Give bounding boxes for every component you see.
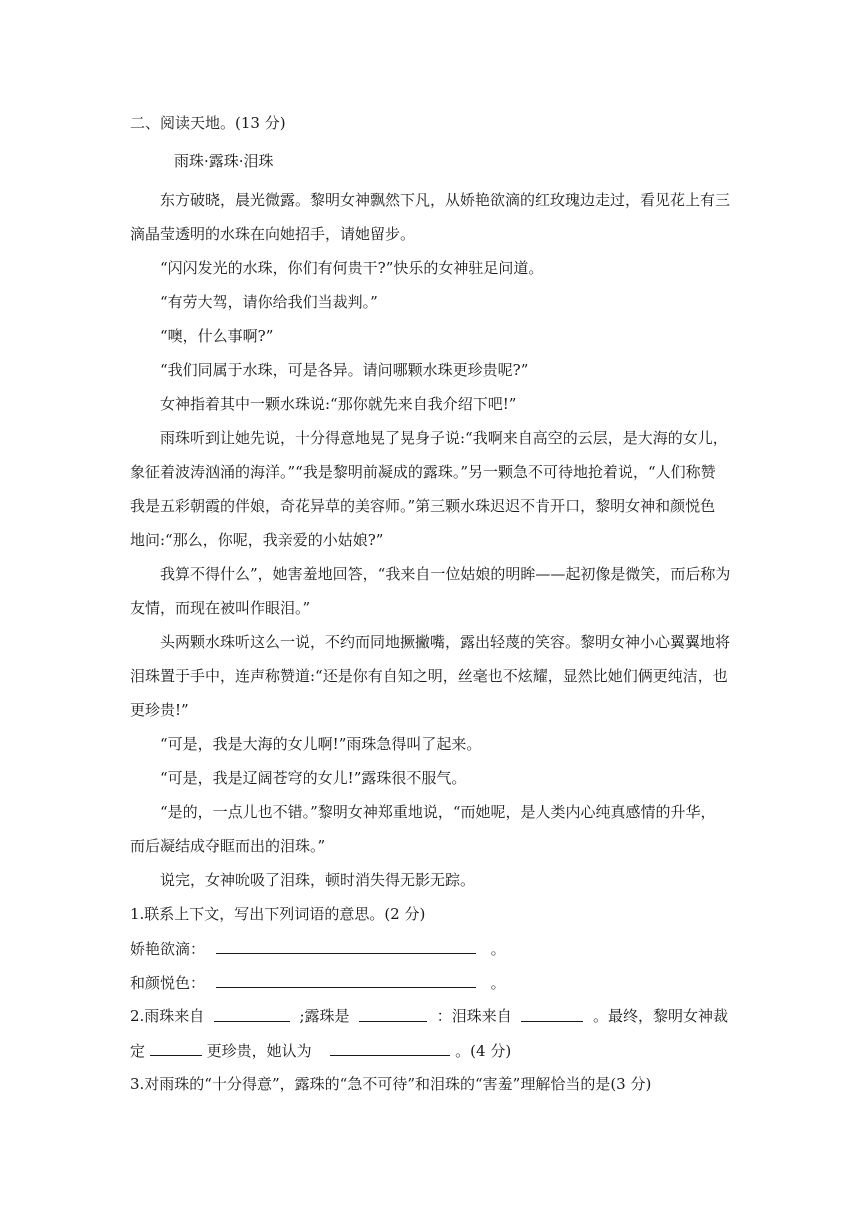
passage-line: “可是，我是辽阔苍穹的女儿!”露珠很不服气。 [160,769,467,787]
question-2-line-1 [130,1006,728,1026]
passage-line: 雨珠听到让她先说，十分得意地晃了晃身子说:“我啊来自高空的云层，是大海的女儿， [160,429,728,447]
passage-line: “闪闪发光的水珠，你们有何贵干?”快乐的女神驻足问道。 [160,259,544,277]
answer-blank[interactable] [359,1006,427,1022]
answer-blank[interactable] [216,972,476,988]
passage-line: 而后凝结成夺眶而出的泪珠。” [130,837,326,855]
passage-line: 说完，女神吮吸了泪珠，顿时消失得无影无踪。 [160,871,476,889]
question-2-text: 2.雨珠来自 [130,1007,205,1025]
question-1b [130,972,506,993]
passage-line: “是的，一点儿也不错。”黎明女神郑重地说，“而她呢，是人类内心纯真感情的升华， [160,803,716,821]
passage-line: “我们同属于水珠，可是各异。请问哪颗水珠更珍贵呢?” [160,361,529,379]
term-label: 娇艳欲滴： [130,940,206,958]
section-heading: 二、阅读天地。(13 分) [130,114,286,132]
answer-blank[interactable] [330,1040,450,1056]
passage-line: 泪珠置于手中，连声称赞道:“还是你有自知之明，丝毫也不炫耀，显然比她们俩更纯洁，也 [130,667,728,685]
period: 。 [490,974,506,992]
question-2-text: 。(4 分) [455,1042,512,1060]
passage-line: “可是，我是大海的女儿啊!”雨珠急得叫了起来。 [160,735,482,753]
question-2-text: ：泪珠来自 [436,1007,512,1025]
period: 。 [490,940,506,958]
question-2-text: 更珍贵，她认为 [206,1042,312,1060]
passage-line: 更珍贵!” [130,701,189,719]
passage-line: 我算不得什么”，她害羞地回答，“我来自一位姑娘的明眸——起初像是微笑，而后称为 [160,565,731,583]
passage-line: 象征着波涛汹涌的海洋。”“我是黎明前凝成的露珠。”另一颗急不可待地抢着说，“人们称赞 [130,463,716,481]
passage-line: 女神指着其中一颗水珠说:“那你就先来自我介绍下吧!” [160,395,517,413]
answer-blank[interactable] [150,1040,202,1056]
passage-line: “有劳大驾，请你给我们当裁判。” [160,293,378,311]
question-2-text: ;露珠是 [299,1007,350,1025]
passage-line: 滴晶莹透明的水珠在向她招手，请她留步。 [130,225,416,243]
passage-line: 东方破晓，晨光微露。黎明女神飘然下凡，从娇艳欲滴的红玫瑰边走过，看见花上有三 [160,191,731,209]
passage-line: 我是五彩朝霞的伴娘，奇花异草的美容师。”第三颗水珠迟迟不肯开口，黎明女神和颜悦色 [130,497,716,515]
answer-blank[interactable] [214,1006,290,1022]
passage-line: “噢，什么事啊?” [160,327,274,345]
question-3: 3.对雨珠的“十分得意”，露珠的“急不可待”和泪珠的“害羞”理解恰当的是(3 分) [130,1075,652,1093]
term-label: 和颜悦色： [130,974,206,992]
passage-line: 头两颗水珠听这么一说，不约而同地撅撇嘴，露出轻蔑的笑容。黎明女神小心翼翼地将 [160,633,731,651]
answer-blank[interactable] [521,1006,583,1022]
question-1a [130,938,506,959]
passage-line: 地问:“那么，你呢，我亲爱的小姑娘?” [130,531,384,549]
passage-line: 友情，而现在被叫作眼泪。” [130,599,311,617]
question-2-line-2 [130,1040,511,1061]
question-1: 1.联系上下文，写出下列词语的意思。(2 分) [130,905,426,923]
passage-title: 雨珠·露珠·泪珠 [174,152,274,170]
answer-blank[interactable] [216,938,476,954]
question-2-text: 定 [130,1042,146,1060]
question-2-text: 。最终，黎明女神裁 [592,1007,728,1025]
